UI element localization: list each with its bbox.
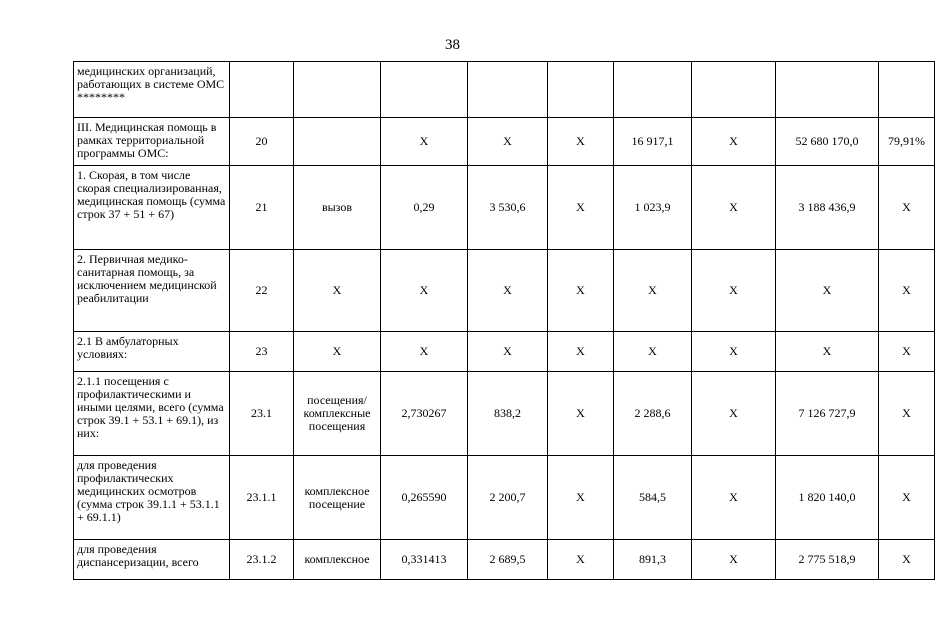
cell-c3: 0,265590 — [381, 456, 468, 540]
cell-c8: Х — [776, 250, 879, 332]
table-row — [74, 166, 935, 250]
cell-c5: Х — [548, 332, 614, 372]
cell-c6: 2 288,6 — [614, 372, 692, 456]
cell-c3: Х — [381, 250, 468, 332]
cell-name: медицинских организаций, работающих в системе ОМС ******** — [74, 62, 230, 118]
cell-c7: Х — [692, 166, 776, 250]
cell-num: 20 — [230, 118, 294, 166]
cell-c4: 838,2 — [468, 372, 548, 456]
cell-c9: Х — [879, 166, 935, 250]
cell-unit: комплексное посещение — [294, 456, 381, 540]
data-table — [73, 61, 935, 580]
cell-c8: 2 775 518,9 — [776, 540, 879, 580]
cell-c6: 891,3 — [614, 540, 692, 580]
cell-c3: 0,331413 — [381, 540, 468, 580]
cell-c4: Х — [468, 250, 548, 332]
cell-num: 23.1 — [230, 372, 294, 456]
cell-c8 — [776, 62, 879, 118]
cell-c7: Х — [692, 540, 776, 580]
cell-c3 — [381, 62, 468, 118]
cell-c4: Х — [468, 332, 548, 372]
table-row — [74, 456, 935, 540]
cell-num: 21 — [230, 166, 294, 250]
cell-c5: Х — [548, 456, 614, 540]
cell-c4: 3 530,6 — [468, 166, 548, 250]
cell-c9: Х — [879, 372, 935, 456]
cell-c8: Х — [776, 332, 879, 372]
cell-c4: 2 689,5 — [468, 540, 548, 580]
cell-c9: Х — [879, 456, 935, 540]
cell-unit: вызов — [294, 166, 381, 250]
cell-c6: 1 023,9 — [614, 166, 692, 250]
cell-c4 — [468, 62, 548, 118]
cell-name: 2.1 В амбулаторных условиях: — [74, 332, 230, 372]
cell-unit: комплексное — [294, 540, 381, 580]
cell-c5: Х — [548, 372, 614, 456]
cell-c3: Х — [381, 118, 468, 166]
page-number: 38 — [445, 37, 460, 53]
cell-c8: 52 680 170,0 — [776, 118, 879, 166]
table-row — [74, 250, 935, 332]
cell-c7: Х — [692, 250, 776, 332]
cell-c7 — [692, 62, 776, 118]
cell-name: для проведения профилактических медицинских осмотров (сумма строк 39.1.1 + 53.1.1 + 69.1.1) — [74, 456, 230, 540]
cell-unit — [294, 118, 381, 166]
cell-num — [230, 62, 294, 118]
cell-c5: Х — [548, 250, 614, 332]
table-row — [74, 62, 935, 118]
cell-unit: Х — [294, 250, 381, 332]
cell-c8: 7 126 727,9 — [776, 372, 879, 456]
cell-c3: 0,29 — [381, 166, 468, 250]
table-row — [74, 332, 935, 372]
cell-num: 23.1.2 — [230, 540, 294, 580]
table-row — [74, 540, 935, 580]
cell-c9: Х — [879, 332, 935, 372]
cell-c9: Х — [879, 250, 935, 332]
table-row — [74, 118, 935, 166]
cell-c6: Х — [614, 332, 692, 372]
cell-name: 1. Скорая, в том числе скорая специализированная, медицинская помощь (сумма строк 37 + 51 + 67) — [74, 166, 230, 250]
cell-c3: 2,730267 — [381, 372, 468, 456]
cell-c6: Х — [614, 250, 692, 332]
cell-unit — [294, 62, 381, 118]
cell-num: 22 — [230, 250, 294, 332]
table-row — [74, 372, 935, 456]
cell-c9: 79,91% — [879, 118, 935, 166]
cell-name: 2.1.1 посещения с профилактическими и иными целями, всего (сумма строк 39.1 + 53.1 + 69.1), из них: — [74, 372, 230, 456]
cell-c5: Х — [548, 118, 614, 166]
cell-c8: 1 820 140,0 — [776, 456, 879, 540]
cell-c5: Х — [548, 540, 614, 580]
cell-c5 — [548, 62, 614, 118]
cell-c8: 3 188 436,9 — [776, 166, 879, 250]
cell-num: 23 — [230, 332, 294, 372]
cell-c6: 16 917,1 — [614, 118, 692, 166]
cell-unit: посещения/комплексные посещения — [294, 372, 381, 456]
cell-c4: 2 200,7 — [468, 456, 548, 540]
cell-c7: Х — [692, 456, 776, 540]
cell-num: 23.1.1 — [230, 456, 294, 540]
cell-c7: Х — [692, 118, 776, 166]
cell-c7: Х — [692, 332, 776, 372]
cell-name: для проведения диспансеризации, всего — [74, 540, 230, 580]
cell-name: 2. Первичная медико-санитарная помощь, за исключением медицинской реабилитации — [74, 250, 230, 332]
cell-c9 — [879, 62, 935, 118]
cell-name: III. Медицинская помощь в рамках территориальной программы ОМС: — [74, 118, 230, 166]
cell-c4: Х — [468, 118, 548, 166]
cell-unit: Х — [294, 332, 381, 372]
cell-c5: Х — [548, 166, 614, 250]
cell-c7: Х — [692, 372, 776, 456]
cell-c6: 584,5 — [614, 456, 692, 540]
cell-c9: Х — [879, 540, 935, 580]
cell-c3: Х — [381, 332, 468, 372]
cell-c6 — [614, 62, 692, 118]
